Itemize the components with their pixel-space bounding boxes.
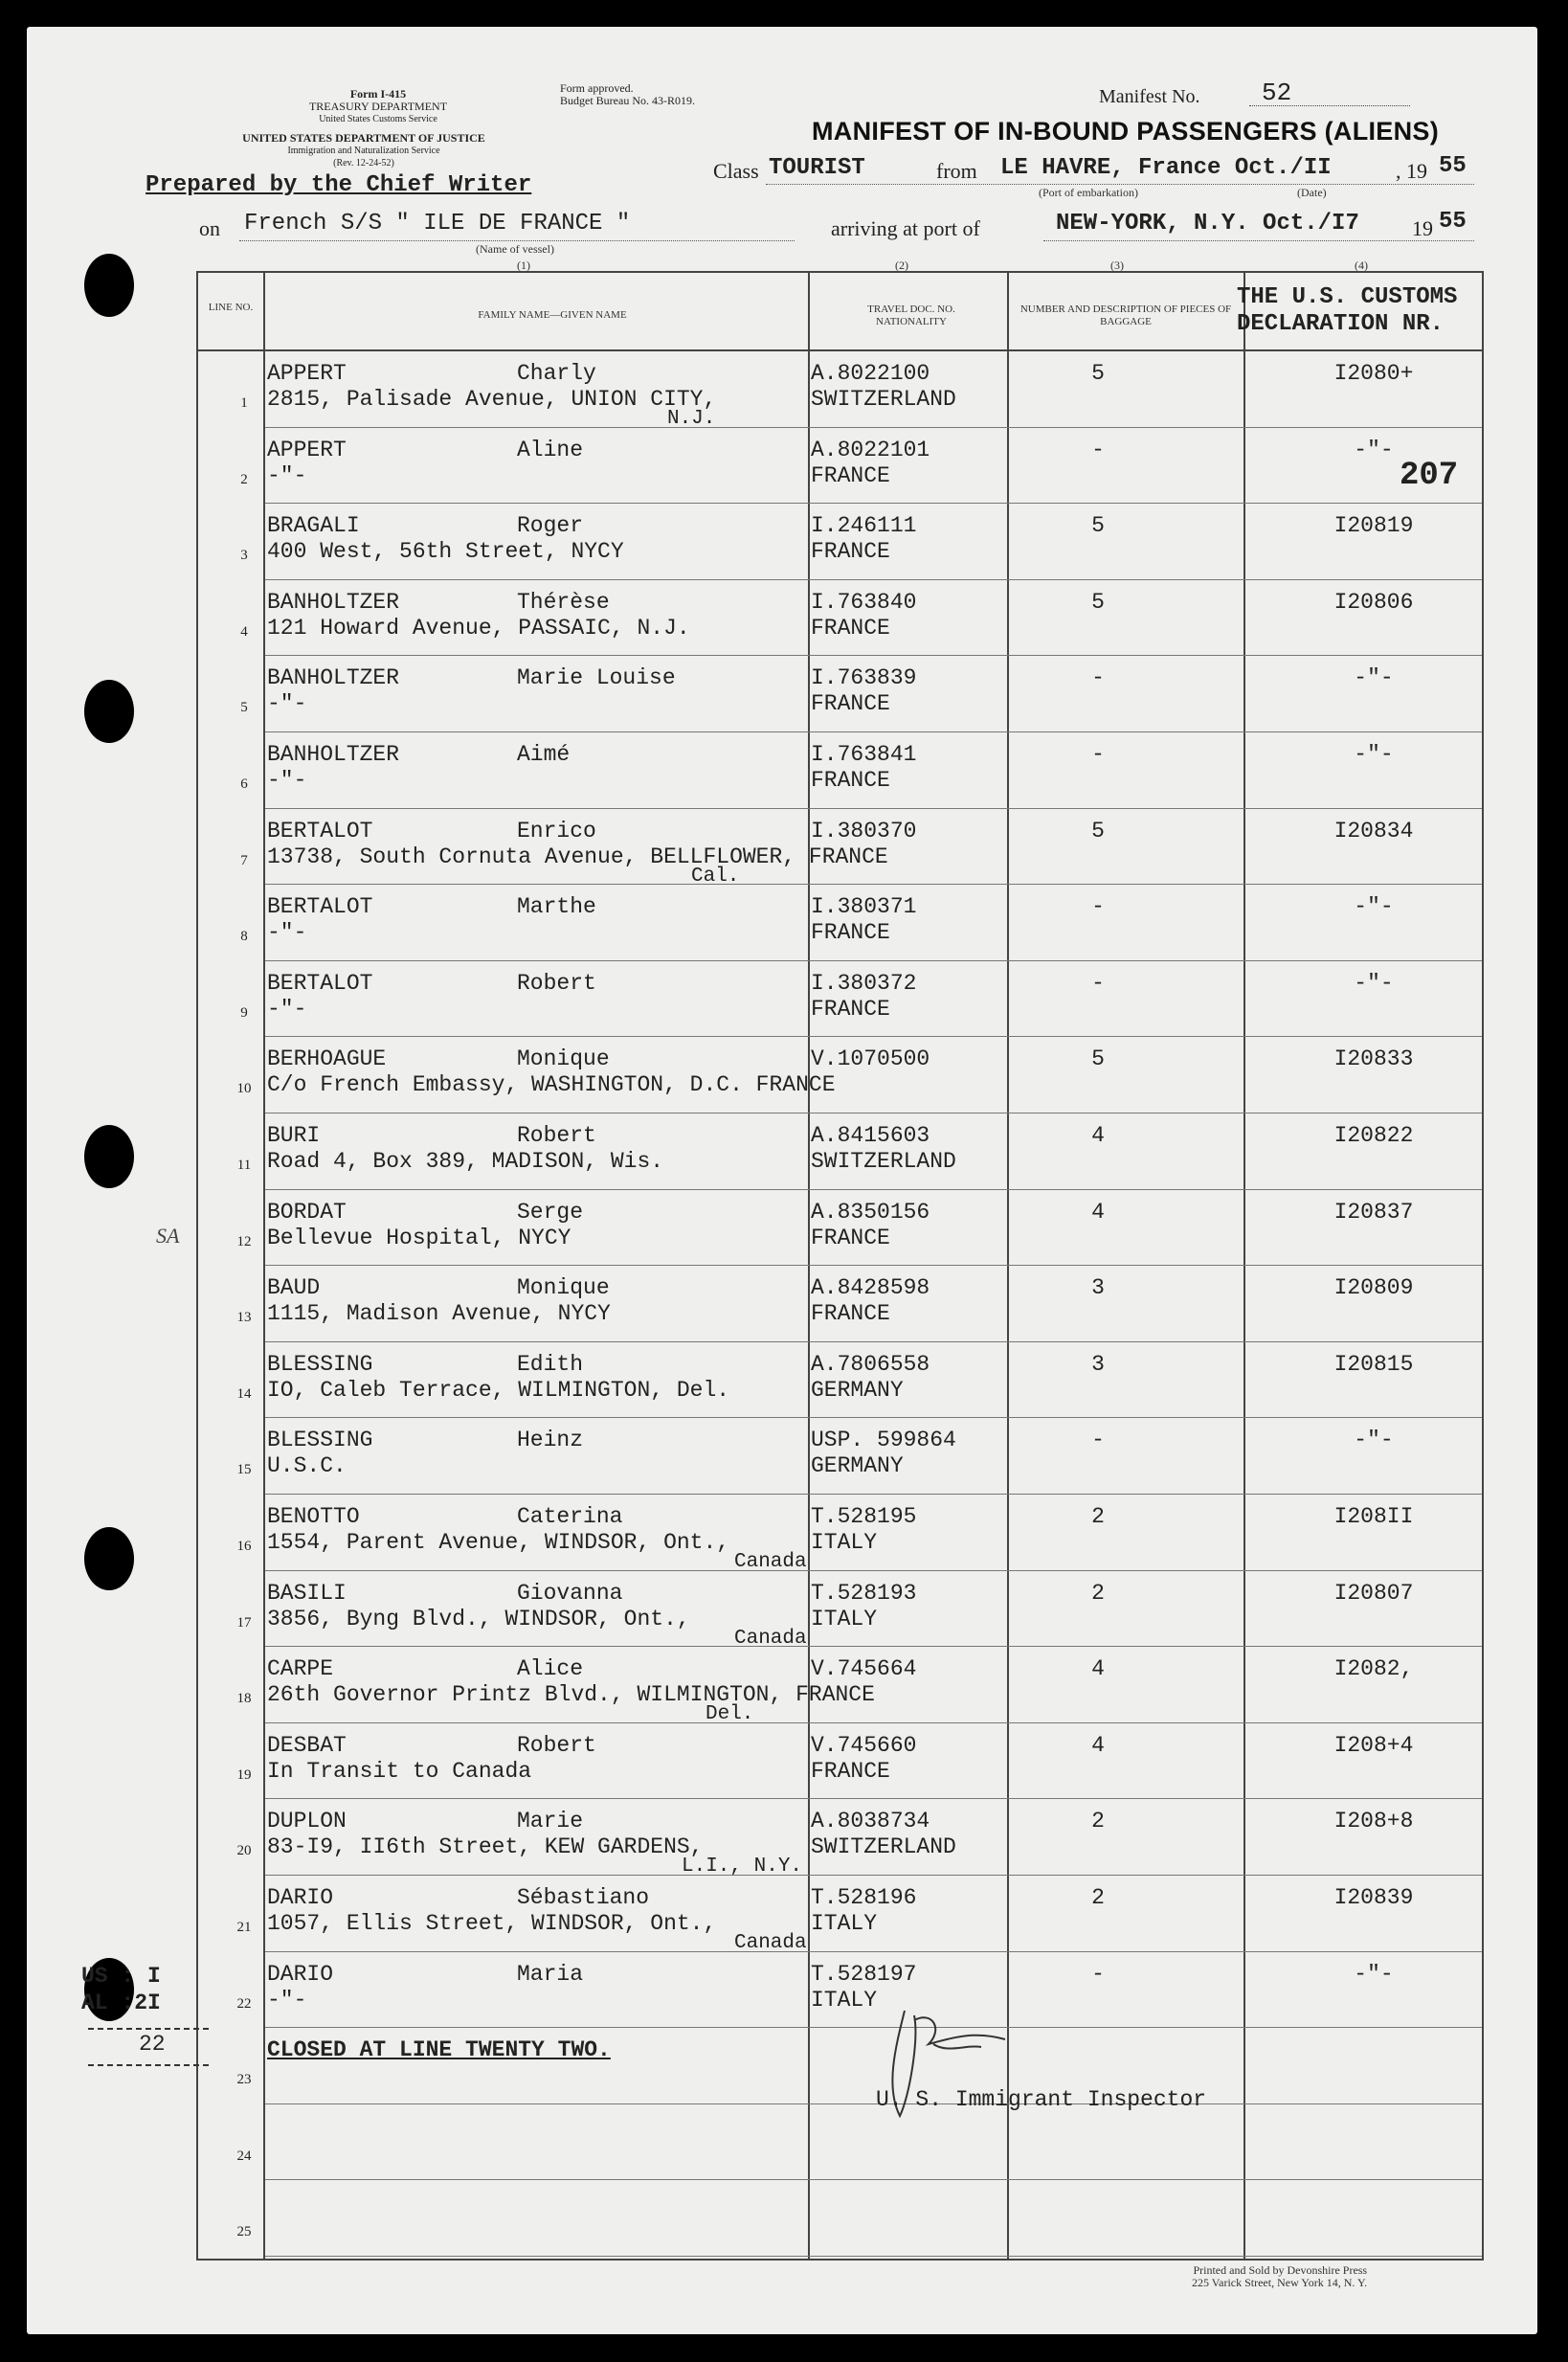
line-number: 15: [236, 1462, 252, 1478]
year2-suffix: 55: [1439, 209, 1467, 235]
year1-prefix: , 19: [1396, 159, 1427, 183]
line-number: 11: [236, 1158, 252, 1173]
family-name: BANHOLTZER: [267, 742, 400, 767]
nationality: ITALY: [811, 1911, 878, 1936]
baggage-count: 5: [1091, 589, 1105, 615]
given-name: Robert: [517, 1123, 596, 1148]
given-name: Marthe: [517, 894, 596, 920]
line-number: 6: [240, 776, 248, 792]
margin-mark: SA: [156, 1224, 180, 1248]
table-row: [198, 504, 1482, 579]
nationality: FRANCE: [811, 768, 890, 793]
tally-al: AL :2I: [81, 1991, 161, 2015]
nationality: FRANCE: [811, 996, 890, 1022]
baggage-count: 3: [1091, 1351, 1105, 1377]
travel-doc: I.246111: [811, 513, 917, 539]
baggage-count: 4: [1091, 1732, 1105, 1758]
customs-number: I20822: [1333, 1123, 1414, 1148]
line-number: 1: [240, 395, 248, 411]
line-number: 17: [236, 1614, 252, 1631]
line-number: 14: [236, 1385, 252, 1402]
family-name: BAUD: [267, 1275, 321, 1301]
baggage-count: 4: [1091, 1199, 1105, 1225]
address: C/o French Embassy, WASHINGTON, D.C. FRANCE: [267, 1072, 836, 1098]
baggage-count: 4: [1091, 1123, 1105, 1148]
travel-doc: V.745664: [811, 1656, 917, 1682]
vessel-name: French S/S " ILE DE FRANCE ": [244, 211, 631, 236]
nationality: ITALY: [811, 1606, 878, 1631]
address: Bellevue Hospital, NYCY: [267, 1225, 571, 1250]
approval-line-2: Budget Bureau No. 43-R019.: [560, 94, 695, 107]
page-title: MANIFEST OF IN-BOUND PASSENGERS (ALIENS): [812, 117, 1440, 146]
family-name: BLESSING: [267, 1351, 373, 1377]
nationality: ITALY: [811, 1987, 878, 2013]
given-name: Alice: [517, 1656, 584, 1682]
table-row: [198, 1952, 1482, 2028]
line-number: 22: [236, 1995, 252, 2012]
family-name: CLOSED AT LINE TWENTY TWO.: [267, 2037, 611, 2063]
customs-number: I208+4: [1333, 1732, 1414, 1758]
table-row: [198, 2180, 1482, 2256]
line-number: 10: [236, 1081, 252, 1097]
tally-rule: [88, 2064, 209, 2066]
binder-hole: [84, 254, 134, 317]
table-row: [198, 351, 1482, 430]
baggage-count: 3: [1091, 1275, 1105, 1301]
address: 1115, Madison Avenue, NYCY: [267, 1301, 611, 1327]
col-name: FAMILY NAME—GIVEN NAME: [478, 309, 627, 321]
customs-number: I20815: [1333, 1351, 1414, 1377]
line-number: 20: [236, 1843, 252, 1859]
table-row: [198, 1799, 1482, 1878]
tally-us: US : I: [81, 1964, 161, 1989]
table-row: [198, 1342, 1482, 1418]
line-number: 25: [236, 2224, 252, 2240]
nationality: FRANCE: [811, 1758, 890, 1784]
address-continuation: Cal.: [691, 865, 740, 888]
address-continuation: N.J.: [667, 408, 716, 430]
table-row: [198, 2028, 1482, 2103]
address: 3856, Byng Blvd., WINDSOR, Ont.,: [267, 1606, 690, 1631]
nationality: FRANCE: [811, 691, 890, 717]
travel-doc: A.8038734: [811, 1809, 930, 1834]
family-name: BANHOLTZER: [267, 665, 400, 691]
class-value: TOURIST: [769, 155, 865, 181]
col-travel-doc: TRAVEL DOC. NO. NATIONALITY: [867, 304, 955, 327]
customs-number: -"-: [1354, 665, 1394, 691]
form-block: [254, 88, 503, 125]
manifest-no-label: Manifest No.: [1099, 86, 1200, 107]
address: In Transit to Canada: [267, 1758, 532, 1784]
table-row: [198, 1723, 1482, 1799]
baggage-count: 2: [1091, 1809, 1105, 1834]
given-name: Marie Louise: [517, 665, 676, 691]
family-name: BLESSING: [267, 1428, 373, 1453]
tally: [81, 1963, 161, 2016]
table-row: [198, 1876, 1482, 1954]
family-name: DUPLON: [267, 1809, 347, 1834]
family-name: BENOTTO: [267, 1504, 360, 1529]
form-number: Form I-415: [349, 87, 407, 101]
customs-number: -"-: [1354, 894, 1394, 920]
treasury-label: TREASURY DEPARTMENT: [308, 100, 448, 113]
given-name: Robert: [517, 970, 596, 996]
nationality: ITALY: [811, 1530, 878, 1555]
customs-number: I20809: [1333, 1275, 1414, 1301]
class-label: Class: [713, 159, 759, 183]
address: 400 West, 56th Street, NYCY: [267, 539, 624, 565]
address: 121 Howard Avenue, PASSAIC, N.J.: [267, 615, 690, 641]
date-caption: (Date): [1297, 186, 1327, 199]
col-marker-2: (2): [895, 259, 908, 272]
baggage-count: 2: [1091, 1580, 1105, 1606]
family-name: CARPE: [267, 1656, 334, 1682]
line-number: 8: [240, 929, 248, 945]
table-row: [198, 1266, 1482, 1341]
address: 26th Governor Printz Blvd., WILMINGTON, FRANCE: [267, 1682, 875, 1708]
travel-doc: A.7806558: [811, 1351, 930, 1377]
address: -"-: [267, 691, 307, 717]
customs-number: I2082,: [1333, 1656, 1414, 1682]
travel-doc: USP. 599864: [811, 1428, 956, 1453]
family-name: BORDAT: [267, 1199, 347, 1225]
rev-label: (Rev. 12-24-52): [333, 158, 394, 169]
customs-number: -"-: [1354, 1961, 1394, 1987]
line-number: 21: [236, 1920, 252, 1935]
given-name: Sébastiano: [517, 1885, 650, 1910]
table-row: [198, 580, 1482, 656]
line-number: 13: [236, 1310, 252, 1326]
baggage-count: 5: [1091, 361, 1105, 386]
address: 1554, Parent Avenue, WINDSOR, Ont.,: [267, 1530, 730, 1555]
line-number: 3: [240, 548, 248, 564]
nationality: FRANCE: [811, 462, 890, 488]
address: -"-: [267, 462, 307, 488]
approval-line-1: Form approved.: [560, 81, 634, 95]
travel-doc: A.8022100: [811, 361, 930, 386]
baggage-count: -: [1091, 1428, 1105, 1453]
family-name: DESBAT: [267, 1732, 347, 1758]
address: U.S.C.: [267, 1453, 347, 1479]
manifest-table: [196, 271, 1484, 2261]
nationality: FRANCE: [811, 920, 890, 946]
family-name: DARIO: [267, 1885, 334, 1910]
family-name: APPERT: [267, 361, 347, 386]
nationality: GERMANY: [811, 1377, 904, 1403]
customs-number: I208II: [1333, 1504, 1414, 1529]
vessel-line: [239, 240, 795, 241]
table-row: [198, 1037, 1482, 1113]
col-line-no: LINE NO.: [208, 302, 254, 313]
customs-number: -"-: [1354, 437, 1394, 462]
travel-doc: T.528193: [811, 1580, 917, 1606]
from-value: LE HAVRE, France Oct./II: [1000, 155, 1332, 181]
customs-number: I20837: [1333, 1199, 1414, 1225]
nationality: FRANCE: [811, 615, 890, 641]
baggage-count: 2: [1091, 1504, 1105, 1529]
class-line: [766, 184, 1474, 185]
baggage-count: -: [1091, 437, 1105, 462]
baggage-count: -: [1091, 1961, 1105, 1987]
prepared-by: Prepared by the Chief Writer: [146, 172, 532, 198]
table-row: [198, 1114, 1482, 1189]
family-name: APPERT: [267, 437, 347, 462]
inspector-label: U. S. Immigrant Inspector: [876, 2087, 1207, 2112]
line-number: 18: [236, 1691, 252, 1707]
address-continuation: Canada: [734, 1627, 807, 1650]
vessel-caption: (Name of vessel): [476, 242, 554, 256]
port-caption: (Port of embarkation): [1039, 186, 1138, 199]
year2-prefix: 19: [1412, 216, 1433, 240]
baggage-count: 5: [1091, 513, 1105, 539]
table-row: [198, 1495, 1482, 1573]
travel-doc: I.763839: [811, 665, 917, 691]
given-name: Enrico: [517, 818, 596, 844]
family-name: BERHOAGUE: [267, 1046, 387, 1072]
given-name: Giovanna: [517, 1580, 623, 1606]
customs-number: I20807: [1333, 1580, 1414, 1606]
given-name: Aimé: [517, 742, 571, 767]
manifest-no: 52: [1262, 79, 1292, 107]
table-row: [198, 1190, 1482, 1266]
line-number: 24: [236, 2148, 252, 2164]
line-number: 7: [240, 852, 248, 868]
customs-stamp: THE U.S. CUSTOMS DECLARATION NR.: [1237, 284, 1458, 337]
given-name: Robert: [517, 1732, 596, 1758]
nationality: FRANCE: [811, 539, 890, 565]
given-name: Heinz: [517, 1428, 584, 1453]
family-name: DARIO: [267, 1961, 334, 1987]
address-continuation: L.I., N.Y.: [682, 1856, 803, 1878]
line-number: 12: [236, 1233, 252, 1249]
customs-number: -"-: [1354, 742, 1394, 767]
given-name: Monique: [517, 1275, 610, 1301]
line-number: 23: [236, 2072, 252, 2088]
year1-suffix: 55: [1439, 153, 1467, 179]
address-continuation: Canada: [734, 1932, 807, 1954]
travel-doc: A.8428598: [811, 1275, 930, 1301]
baggage-count: -: [1091, 970, 1105, 996]
table-row: [198, 961, 1482, 1037]
printer-line-1: Printed and Sold by Devonshire Press: [1193, 2263, 1368, 2277]
address: Road 4, Box 389, MADISON, Wis.: [267, 1149, 664, 1174]
travel-doc: I.763840: [811, 589, 917, 615]
manifest-no-underline: [1249, 105, 1410, 106]
given-name: Caterina: [517, 1504, 623, 1529]
nationality: GERMANY: [811, 1453, 904, 1479]
arriving-value: NEW-YORK, N.Y. Oct./I7: [1056, 211, 1359, 236]
customs-number: -"-: [1354, 1428, 1394, 1453]
travel-doc: V.745660: [811, 1732, 917, 1758]
given-name: Maria: [517, 1961, 584, 1987]
customs-number: I2080+: [1333, 361, 1414, 386]
binder-hole: [84, 1527, 134, 1590]
given-name: Edith: [517, 1351, 584, 1377]
given-name: Charly: [517, 361, 596, 386]
baggage-count: 5: [1091, 1046, 1105, 1072]
printer-credit: [1192, 2264, 1367, 2289]
line-number: 16: [236, 1539, 252, 1554]
justice-block: [177, 132, 550, 169]
address: -"-: [267, 1987, 307, 2013]
nationality: SWITZERLAND: [811, 1834, 956, 1860]
line-number: 2: [240, 471, 248, 487]
travel-doc: T.528197: [811, 1961, 917, 1987]
col-marker-1: (1): [517, 259, 530, 272]
side-note: 207: [1400, 458, 1459, 494]
given-name: Aline: [517, 437, 584, 462]
family-name: BURI: [267, 1123, 321, 1148]
customs-number: I208+8: [1333, 1809, 1414, 1834]
given-name: Thérèse: [517, 589, 610, 615]
given-name: Monique: [517, 1046, 610, 1072]
binder-hole: [84, 680, 134, 743]
binder-hole: [84, 1125, 134, 1188]
baggage-count: 4: [1091, 1656, 1105, 1682]
family-name: BERTALOT: [267, 818, 373, 844]
address: 13738, South Cornuta Avenue, BELLFLOWER, FRANCE: [267, 844, 888, 869]
address: 83-I9, II6th Street, KEW GARDENS,: [267, 1834, 704, 1860]
table-row: [198, 1571, 1482, 1650]
travel-doc: A.8022101: [811, 437, 930, 462]
col-baggage: NUMBER AND DESCRIPTION OF PIECES OF BAGGAGE: [1019, 304, 1232, 327]
travel-doc: I.380372: [811, 970, 917, 996]
arriving-label: arriving at port of: [831, 216, 980, 240]
travel-doc: T.528195: [811, 1504, 917, 1529]
address-continuation: Canada: [734, 1551, 807, 1573]
travel-doc: T.528196: [811, 1885, 917, 1910]
table-row: [198, 732, 1482, 808]
address: 2815, Palisade Avenue, UNION CITY,: [267, 387, 717, 412]
ins-label: Immigration and Naturalization Service: [287, 146, 440, 156]
tally-rule: [88, 2028, 209, 2030]
customs-number: I20819: [1333, 513, 1414, 539]
travel-doc: A.8350156: [811, 1199, 930, 1225]
baggage-count: -: [1091, 665, 1105, 691]
col-marker-4: (4): [1355, 259, 1368, 272]
travel-doc: I.380371: [811, 894, 917, 920]
printer-line-2: 225 Varick Street, New York 14, N. Y.: [1192, 2276, 1368, 2289]
address-continuation: Del.: [706, 1703, 754, 1726]
line-number: 19: [236, 1766, 252, 1783]
row-divider: [265, 2256, 1482, 2257]
given-name: Roger: [517, 513, 584, 539]
baggage-count: 2: [1091, 1885, 1105, 1910]
travel-doc: A.8415603: [811, 1123, 930, 1148]
baggage-count: 5: [1091, 818, 1105, 844]
customs-number: I20834: [1333, 818, 1414, 844]
customs-label: United States Customs Service: [319, 114, 437, 124]
table-row: [198, 656, 1482, 731]
address: -"-: [267, 768, 307, 793]
family-name: BANHOLTZER: [267, 589, 400, 615]
nationality: FRANCE: [811, 1301, 890, 1327]
customs-number: -"-: [1354, 970, 1394, 996]
table-row: [198, 885, 1482, 960]
line-number: 9: [240, 1004, 248, 1021]
table-row: [198, 1647, 1482, 1726]
nationality: SWITZERLAND: [811, 387, 956, 412]
baggage-count: -: [1091, 894, 1105, 920]
arriving-line: [1043, 240, 1474, 241]
tally-total: 22: [139, 2032, 166, 2057]
address: -"-: [267, 996, 307, 1022]
table-row: [198, 1418, 1482, 1494]
customs-number: I20806: [1333, 589, 1414, 615]
travel-doc: V.1070500: [811, 1046, 930, 1072]
nationality: SWITZERLAND: [811, 1149, 956, 1174]
col-marker-3: (3): [1110, 259, 1124, 272]
table-row: [198, 428, 1482, 504]
baggage-count: -: [1091, 742, 1105, 767]
family-name: BERTALOT: [267, 970, 373, 996]
address: IO, Caleb Terrace, WILMINGTON, Del.: [267, 1377, 730, 1403]
from-label: from: [936, 159, 977, 183]
justice-label: UNITED STATES DEPARTMENT OF JUSTICE: [242, 131, 485, 145]
travel-doc: I.380370: [811, 818, 917, 844]
on-label: on: [199, 216, 220, 240]
address: -"-: [267, 920, 307, 946]
given-name: Marie: [517, 1809, 584, 1834]
family-name: BRAGALI: [267, 513, 360, 539]
travel-doc: I.763841: [811, 742, 917, 767]
table-row: [198, 2104, 1482, 2180]
line-number: 5: [240, 700, 248, 716]
approval-block: [560, 82, 695, 107]
line-number: 4: [240, 623, 248, 640]
family-name: BERTALOT: [267, 894, 373, 920]
customs-number: I20839: [1333, 1885, 1414, 1910]
given-name: Serge: [517, 1199, 584, 1225]
customs-number: I20833: [1333, 1046, 1414, 1072]
address: 1057, Ellis Street, WINDSOR, Ont.,: [267, 1911, 717, 1936]
family-name: BASILI: [267, 1580, 347, 1606]
nationality: FRANCE: [811, 1225, 890, 1250]
table-row: [198, 809, 1482, 888]
